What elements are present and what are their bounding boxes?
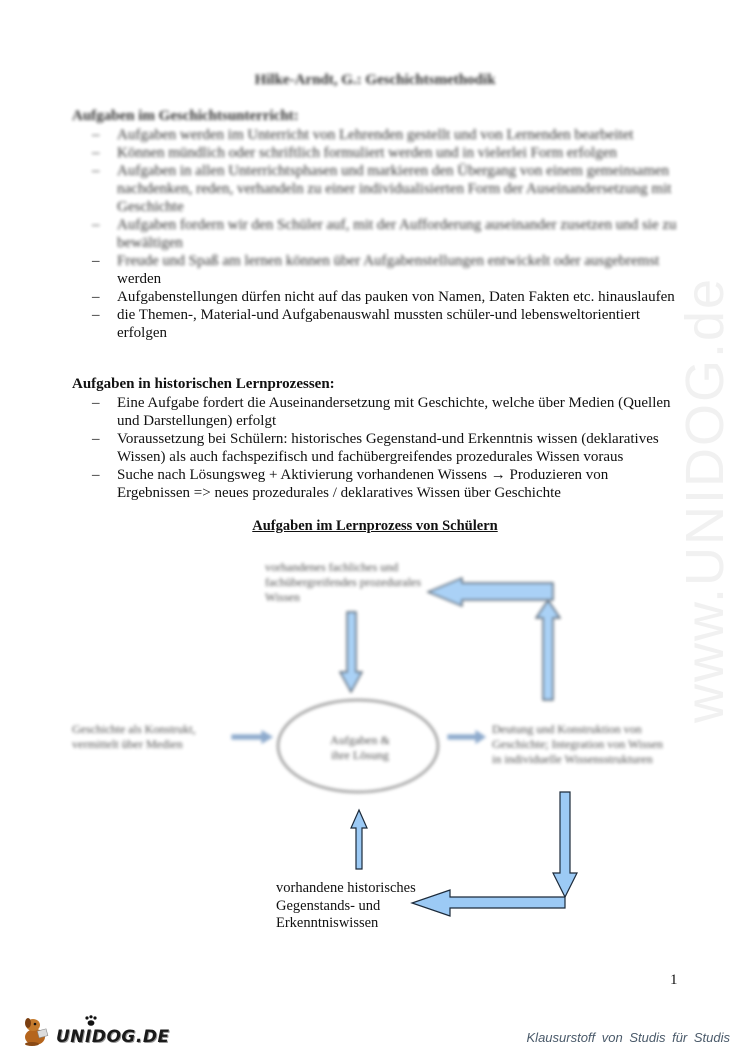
list-item: – Aufgabenstellungen dürfen nicht auf das pauken von Namen, Daten Fakten etc. hinauslaufen xyxy=(92,288,682,306)
watermark: www.UNIDOG.de xyxy=(675,276,735,724)
arrow-left-top xyxy=(428,578,553,606)
arrow-right-left xyxy=(232,731,272,743)
arrow-up-bottom xyxy=(351,810,367,869)
list-item: – Suche nach Lösungsweg + Aktivierung vorhandenen Wissens → Produzieren von Ergebnissen => neues prozedurales / deklaratives Wissen über Geschichte xyxy=(92,466,682,502)
list-item: – die Themen-, Material-und Aufgabenauswahl mussten schüler-und lebensweltorientiert erfolgen xyxy=(92,306,682,342)
list-item: – Voraussetzung bei Schülern: historisches Gegenstand-und Erkenntnis wissen (deklaratives Wissen) als auch fachspezifisch und fachübergreifendes prozedurales Wissen voraus xyxy=(92,430,682,466)
list-item-blurred-part: – Freude und Spaß am lernen können über Aufgabenstellungen entwickelt oder ausgebremst xyxy=(117,253,660,269)
list-item-clear-part: werden xyxy=(117,271,162,287)
diagram-label-right: Deutung und Konstruktion von Geschichte; Integration von Wissen in individuelle Wissensstrukturen xyxy=(492,722,663,766)
diagram-label-top: vorhandenes fachliches und fachübergreifendes prozedurales Wissen xyxy=(265,560,422,604)
diagram-label-bottom: vorhandene historisches Gegenstands- und Erkenntniswissen xyxy=(276,880,416,931)
diagram-title: Aufgaben im Lernprozess von Schülern xyxy=(252,518,498,534)
arrow-down-top xyxy=(340,612,362,692)
unidog-logo[interactable] xyxy=(20,1013,170,1047)
list-item: – Können mündlich oder schriftlich formuliert werden und in vielerlei Form erfolgen xyxy=(92,144,682,162)
document-title: Hilke-Arndt, G.: Geschichtsmethodik xyxy=(254,72,496,88)
diagram-label-center: Aufgaben & ihre Lösung xyxy=(330,733,390,762)
list-item: – Aufgaben in allen Unterrichtsphasen und markieren den Übergang von einem gemeinsamen nachdenken, reden, verhandeln zu einer individualisierten Form der Auseinandersetzung mit Geschichte xyxy=(92,162,682,216)
dog-mascot-icon xyxy=(20,1013,54,1047)
page-number: 1 xyxy=(670,972,678,988)
section-heading-lernprozesse: Aufgaben in historischen Lernprozessen: xyxy=(72,376,335,392)
arrow-down-right xyxy=(553,792,577,897)
logo-text: UNIDOG.DE xyxy=(56,1027,170,1047)
footer-tagline: Klausurstoff von Studis für Studis xyxy=(526,1030,730,1045)
paw-icon xyxy=(84,1015,98,1027)
diagram-label-left: Geschichte als Konstrukt, vermittelt über Medien xyxy=(72,722,196,751)
arrow-up-right xyxy=(536,600,560,700)
list-item: – Eine Aufgabe fordert die Auseinandersetzung mit Geschichte, welche über Medien (Quellen und Darstellungen) erfolgt xyxy=(92,394,682,430)
section-heading-geschichtsunterricht: Aufgaben im Geschichtsunterricht: xyxy=(72,108,299,124)
list-item: – Aufgaben werden im Unterricht von Lehrenden gestellt und von Lernenden bearbeitet xyxy=(92,126,682,144)
arrow-right-center xyxy=(448,731,485,743)
list-item: – Aufgaben fordern wir den Schüler auf, mit der Aufforderung auseinander zusetzen und sie zu bewältigen xyxy=(92,216,682,252)
